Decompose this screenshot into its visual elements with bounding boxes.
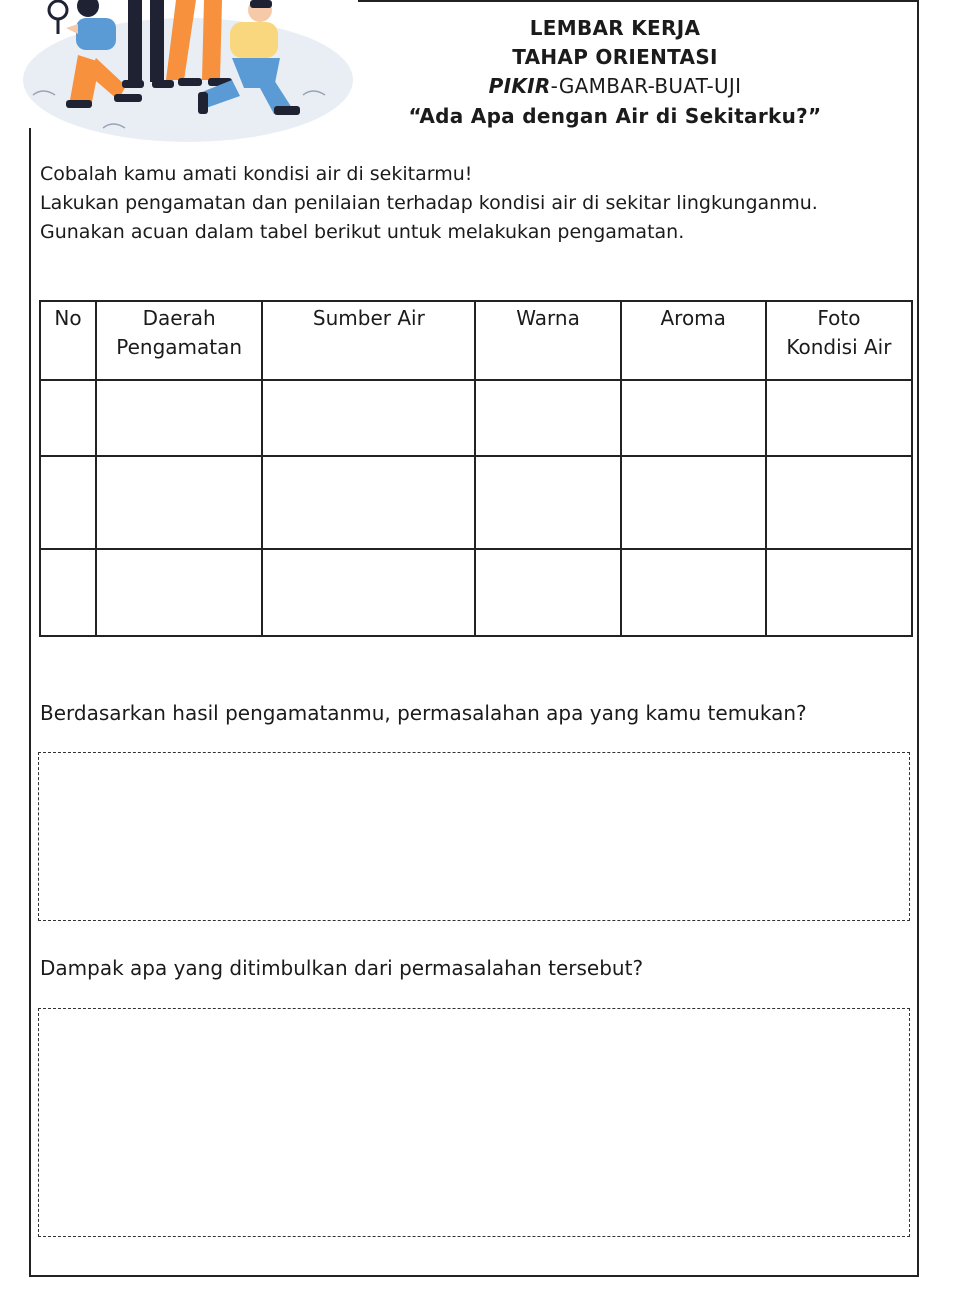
table-cell[interactable]: [96, 456, 262, 549]
answer-box-impact[interactable]: [38, 1008, 910, 1237]
question-impact: Dampak apa yang ditimbulkan dari permasalahan tersebut?: [40, 956, 644, 980]
method-rest: -GAMBAR-BUAT-UJI: [550, 74, 742, 98]
table-row: [40, 456, 912, 549]
column-header-aroma: Aroma: [621, 301, 766, 380]
column-header-foto: Foto Kondisi Air: [766, 301, 912, 380]
question-title: “Ada Apa dengan Air di Sekitarku?”: [408, 104, 822, 128]
column-header-daerah: Daerah Pengamatan: [96, 301, 262, 380]
table-cell[interactable]: [40, 456, 96, 549]
table-header-row: [40, 301, 912, 380]
frame-bottom-border: [29, 1275, 919, 1277]
frame-right-border: [917, 0, 919, 1276]
frame-top-border: [358, 0, 918, 2]
observation-table: [39, 300, 913, 637]
stage-title: TAHAP ORIENTASI: [512, 45, 718, 69]
magnifier-icon: [49, 1, 67, 34]
table-cell[interactable]: [621, 380, 766, 456]
column-header-no: No: [40, 301, 96, 380]
table-cell[interactable]: [766, 456, 912, 549]
table-cell[interactable]: [766, 549, 912, 636]
students-illustration: [18, 0, 358, 150]
table-cell[interactable]: [475, 380, 620, 456]
instruction-line-2: Lakukan pengamatan dan penilaian terhadap kondisi air di sekitar lingkunganmu. Gunakan acuan dalam tabel berikut untuk melakukan pengamatan.: [40, 192, 818, 243]
table-cell[interactable]: [262, 456, 475, 549]
worksheet-header: [370, 14, 860, 131]
column-header-warna: Warna: [475, 301, 620, 380]
instructions: [40, 160, 900, 247]
table-cell[interactable]: [262, 380, 475, 456]
answer-box-problem[interactable]: [38, 752, 910, 921]
frame-left-border: [29, 128, 31, 1276]
table-row: [40, 549, 912, 636]
table-cell[interactable]: [766, 380, 912, 456]
question-problem: Berdasarkan hasil pengamatanmu, permasalahan apa yang kamu temukan?: [40, 701, 807, 725]
table-cell[interactable]: [262, 549, 475, 636]
table-cell[interactable]: [621, 456, 766, 549]
table-row: [40, 380, 912, 456]
column-header-sumber-air: Sumber Air: [262, 301, 475, 380]
table-cell[interactable]: [96, 380, 262, 456]
table-cell[interactable]: [40, 549, 96, 636]
instruction-line-1: Cobalah kamu amati kondisi air di sekitarmu!: [40, 163, 473, 185]
table-cell[interactable]: [475, 549, 620, 636]
table-cell[interactable]: [475, 456, 620, 549]
method-emphasis: PIKIR: [488, 74, 551, 98]
table-cell[interactable]: [96, 549, 262, 636]
worksheet-title: LEMBAR KERJA: [529, 16, 701, 40]
table-cell[interactable]: [40, 380, 96, 456]
method-title: [370, 72, 860, 101]
table-cell[interactable]: [621, 549, 766, 636]
